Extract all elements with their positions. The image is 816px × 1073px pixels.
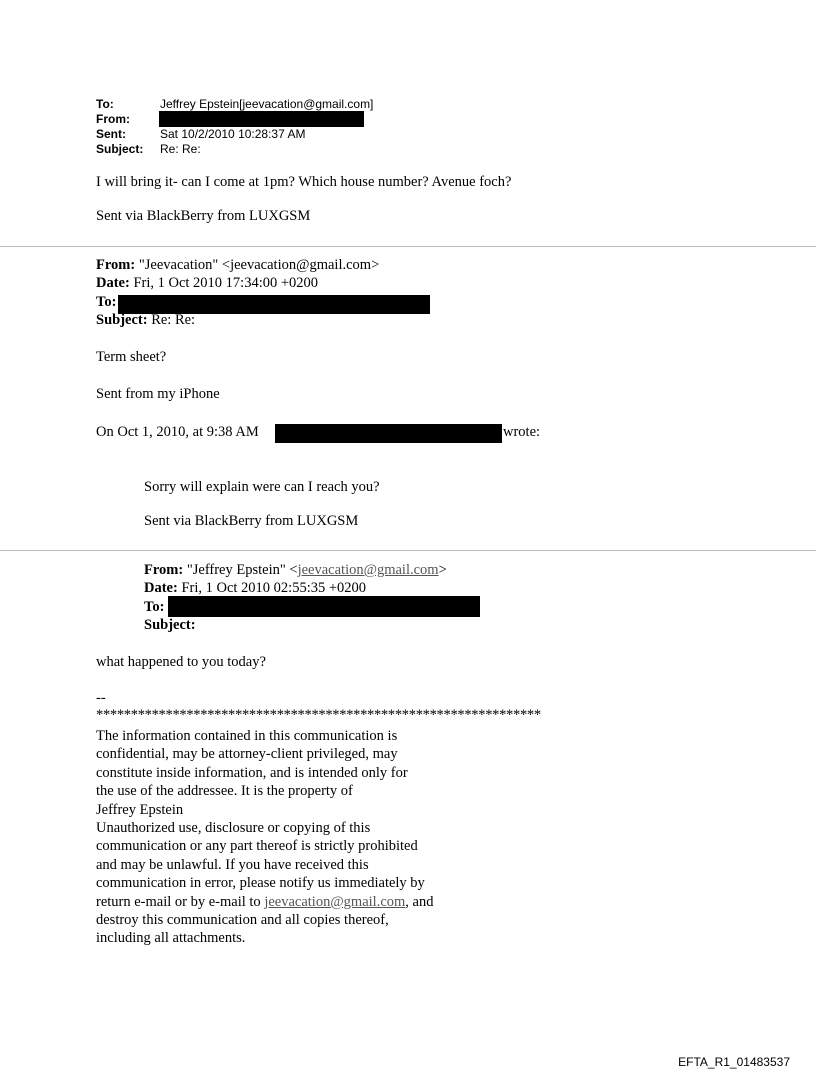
- message4-from-email-link[interactable]: jeevacation@gmail.com: [297, 562, 439, 578]
- redaction-message4-to: [168, 596, 480, 617]
- message2-to-row: [96, 294, 116, 311]
- message2-subject-label: Subject:: [96, 312, 148, 328]
- quote-intro-start: On Oct 1, 2010, at 9:38 AM: [96, 424, 259, 440]
- message2-body: Term sheet?: [96, 349, 167, 365]
- message4-from-label: From:: [144, 562, 184, 578]
- message3-body: Sorry will explain were can I reach you?: [144, 479, 380, 495]
- header-from-row: [96, 112, 160, 126]
- message3-signature: Sent via BlackBerry from LUXGSM: [144, 513, 359, 529]
- header-sent-label: Sent:: [96, 127, 126, 141]
- message2-date-value: Fri, 1 Oct 2010 17:34:00 +0200: [133, 275, 319, 291]
- message4-to-label: To:: [144, 599, 165, 615]
- header-to-row: [96, 97, 373, 111]
- quote-intro-end: wrote:: [503, 424, 541, 440]
- redaction-quote-sender: [275, 424, 502, 443]
- header-to-label: To:: [96, 97, 114, 111]
- disclaimer-text: [96, 727, 516, 948]
- disclaimer-stars: ****************************************************************: [96, 707, 541, 723]
- message4-date-row: [144, 580, 366, 597]
- message4-subject-row: [144, 617, 196, 634]
- disclaimer-email-link[interactable]: jeevacation@gmail.com: [264, 893, 406, 910]
- message2-date-row: [96, 275, 318, 292]
- message2-date-label: Date:: [96, 275, 130, 291]
- message4-to-row: [144, 599, 164, 616]
- message1-body: I will bring it- can I come at 1pm? Which house number? Avenue foch?: [96, 174, 512, 190]
- message4-from-row: [144, 562, 447, 579]
- message2-signature: Sent from my iPhone: [96, 386, 220, 402]
- message1-signature: Sent via BlackBerry from LUXGSM: [96, 208, 311, 224]
- document-id: EFTA_R1_01483537: [678, 1055, 790, 1069]
- header-subject-value: Re: Re:: [160, 142, 201, 156]
- disclaimer-dashes: --: [96, 690, 106, 706]
- header-sent-row: [96, 127, 305, 141]
- message4-date-label: Date:: [144, 580, 178, 596]
- message2-from-value: "Jeevacation" <jeevacation@gmail.com>: [138, 257, 380, 273]
- header-to-value: Jeffrey Epstein[jeevacation@gmail.com]: [160, 97, 374, 111]
- separator-line-2: [0, 550, 816, 551]
- message2-from-row: [96, 257, 379, 274]
- message2-to-label: To:: [96, 294, 117, 310]
- message2-from-label: From:: [96, 257, 136, 273]
- message4-date-value: Fri, 1 Oct 2010 02:55:35 +0200: [181, 580, 367, 596]
- redaction-header-from: [159, 111, 364, 127]
- header-subject-label: Subject:: [96, 142, 144, 156]
- message2-subject-row: [96, 312, 195, 329]
- separator-line-1: [0, 246, 816, 247]
- message4-body: what happened to you today?: [96, 654, 266, 670]
- header-subject-row: [96, 142, 201, 156]
- header-sent-value: Sat 10/2/2010 10:28:37 AM: [160, 127, 306, 141]
- message4-from-name: "Jeffrey Epstein" <: [186, 562, 298, 578]
- message2-subject-value: Re: Re:: [151, 312, 196, 328]
- message4-from-close: >: [438, 562, 447, 578]
- header-from-label: From:: [96, 112, 130, 126]
- disclaimer-text-end: , and destroy this communication and all copies thereof, including all attachments.: [96, 893, 434, 947]
- message4-subject-label: Subject:: [144, 617, 196, 633]
- disclaimer-text-main: The information contained in this communication is confidential, may be attorney-client privileged, may constitute inside information, and is intended only for the use of the addressee. It is the property of Jeffrey Epstein Unauthorized use, disclosure or copying of this communication or any part thereof is strictly prohibited and may be unlawful. If you have received this communication in error, please notify us immediately by return e-mail or by e-mail to: [96, 728, 425, 910]
